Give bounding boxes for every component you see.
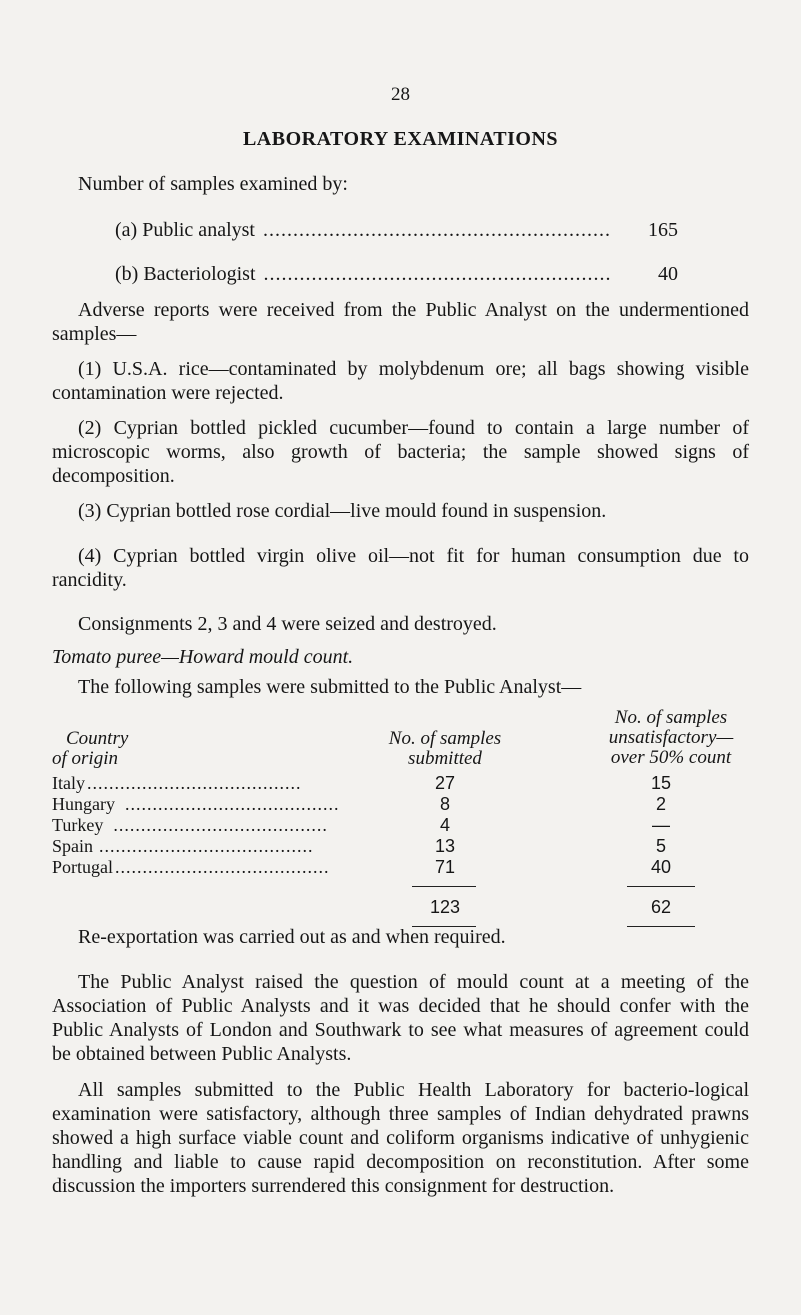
table-row: Portugal ....................................... [52,857,330,877]
table-intro: The following samples were submitted to the Public Analyst— [78,676,582,698]
consignments-text: Consignments 2, 3 and 4 were seized and destroyed. [78,613,497,635]
table-row: Turkey ....................................... [52,815,328,835]
table-row: Italy ....................................... [52,773,302,793]
examiner-count: 40 [658,263,678,285]
country-cell: Turkey [52,815,104,835]
adverse-item-3: (3) Cyprian bottled rose cordial—live mould found in suspension. [78,500,607,522]
reexport-text: Re-exportation was carried out as and when required. [78,926,506,948]
country-cell: Portugal [52,857,113,877]
submitted-cell: 13 [434,836,456,856]
leader-dots: .......................................................... [262,219,611,241]
header-submitted: No. of samples submitted [388,728,502,769]
leader-dots: .......................................................... [263,263,612,285]
total-unsatisfactory: 62 [650,897,672,917]
page-title: LABORATORY EXAMINATIONS [242,128,559,150]
examiner-label: (b) Bacteriologist [115,263,256,285]
unsatisfactory-cell: 2 [655,794,666,814]
intro-text: Number of samples examined by: [78,173,348,195]
unsatisfactory-cell: 40 [650,857,672,877]
total-underline-unsatisfactory [627,926,695,927]
submitted-cell: 71 [434,857,456,877]
examiner-label: (a) Public analyst [115,219,255,241]
total-rule-unsatisfactory [627,886,695,887]
submitted-cell: 4 [439,815,450,835]
unsatisfactory-cell: 15 [650,773,672,793]
adverse-reports-paragraph: Adverse reports were received from the Public Analyst on the undermentioned samples— [52,299,749,345]
adverse-item-2: (2) Cyprian bottled pickled cucumber—found to contain a large number of microscopic worms, also growth of bacteria; the sample showed signs of decomposition. [52,417,749,487]
unsatisfactory-cell: — [652,815,670,835]
country-cell: Hungary [52,794,115,814]
total-rule-submitted [412,886,476,887]
examiner-row-analyst [115,218,678,242]
submitted-cell: 8 [439,794,450,814]
country-cell: Spain [52,836,94,856]
adverse-item-1: (1) U.S.A. rice—contaminated by molybdenum ore; all bags showing visible contamination were rejected. [52,358,749,404]
examiner-row-bacteriologist [115,262,678,286]
unsatisfactory-cell: 5 [655,836,666,856]
total-submitted: 123 [429,897,461,917]
page-number: 28 [391,84,410,105]
adverse-item-4: (4) Cyprian bottled virgin olive oil—not fit for human consumption due to rancidity. [52,545,749,591]
table-row: Spain ....................................... [52,836,314,856]
examiner-count: 165 [648,219,678,241]
bacteriological-paragraph: All samples submitted to the Public Health Laboratory for bacterio-logical examination were satisfactory, although three samples of Indian dehydrated prawns showed a high surface viable count and coliform organisms indicative of unhygienic handling and liable to cause rapid decomposition on reconstitution. After some discussion the importers surrendered this consignment for destruction. [52,1079,749,1197]
mould-count-paragraph: The Public Analyst raised the question of mould count at a meeting of the Association of Public Analysts and it was decided that he should confer with the Public Analysts of London and Southwark to see what measures of agreement could be obtained between Public Analysts. [52,971,749,1065]
submitted-cell: 27 [434,773,456,793]
table-row: Hungary ....................................... [52,794,340,814]
header-unsatisfactory: No. of samples unsatisfactory— over 50% count [608,707,734,768]
tomato-subheading: Tomato puree—Howard mould count. [52,646,354,668]
header-country: Country of origin [52,728,129,769]
country-cell: Italy [52,773,85,793]
